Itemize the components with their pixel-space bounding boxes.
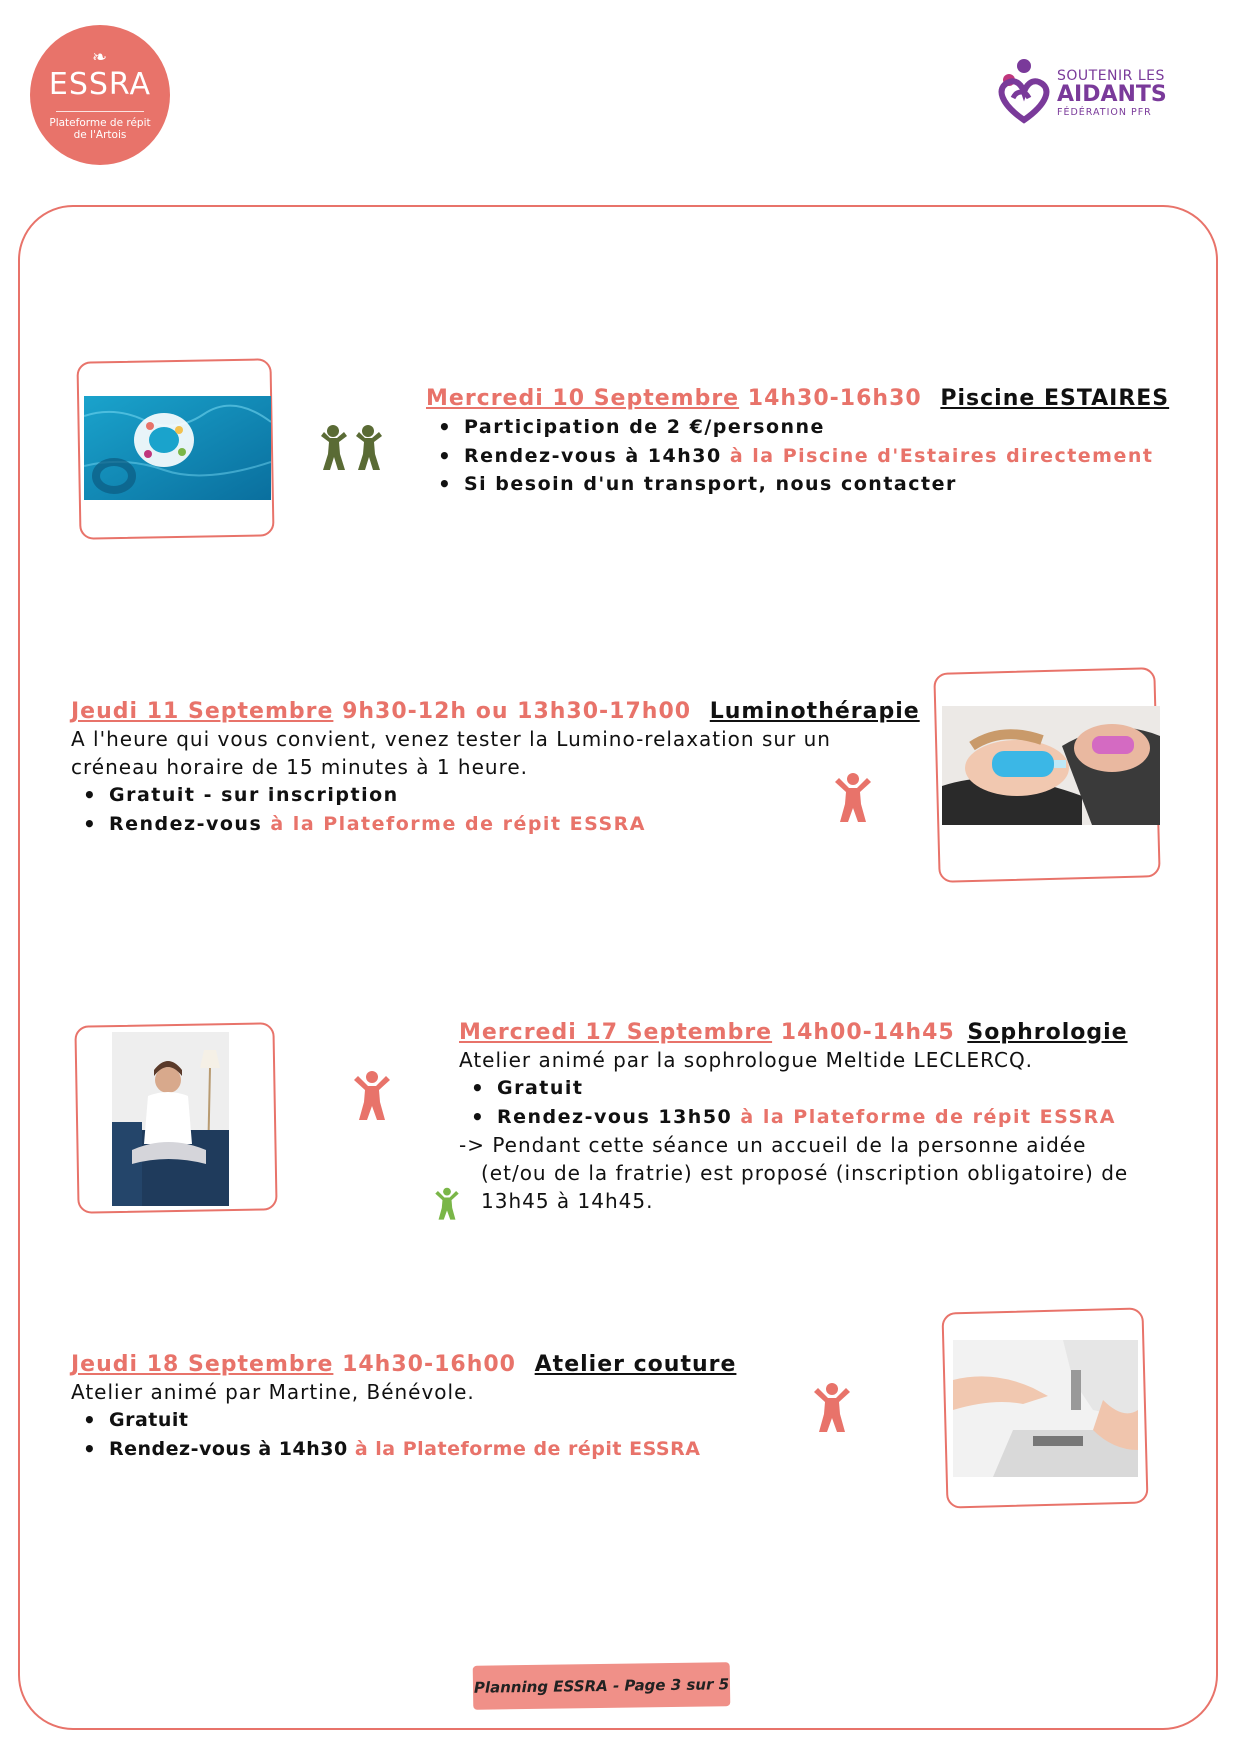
adult-icon: [812, 1382, 852, 1438]
logo-name: ESSRA: [48, 67, 152, 102]
two-children-icon: [318, 424, 386, 476]
list-item: • Gratuit: [71, 1406, 736, 1435]
event-sophro: [459, 1020, 1128, 1215]
list-item: • Rendez-vous 13h50 à la Plateforme de répit ESSRA: [459, 1103, 1128, 1132]
partner-line2: AIDANTS: [1057, 82, 1167, 107]
child-icon: [434, 1186, 460, 1226]
event-time: 14h00-14h45: [780, 1020, 955, 1045]
event-pool: [426, 386, 1169, 499]
sophro-photo: [112, 1032, 229, 1206]
event-note: -> Pendant cette séance un accueil de la personne aidée (et/ou de la fratrie) est proposé (inscription obligatoire) de 13h45 à 14h45.: [459, 1133, 1129, 1213]
page-footer: Planning ESSRA - Page 3 sur 5: [473, 1662, 731, 1710]
event-activity: Luminothérapie: [709, 699, 920, 724]
event-time: 14h30-16h30: [747, 386, 922, 411]
partner-line3: FÉDÉRATION PFR: [1057, 107, 1152, 118]
event-title: [459, 1020, 1128, 1045]
list-item: • Gratuit - sur inscription: [71, 781, 920, 810]
adult-icon: [352, 1070, 392, 1126]
leaf-icon: ❧: [92, 47, 108, 68]
essra-logo: [30, 25, 170, 165]
event-description: A l'heure qui vous convient, venez tester la Lumino-relaxation sur un créneau horaire de 15 minutes à 1 heure.: [71, 727, 831, 779]
heart-family-icon: [995, 58, 1053, 124]
list-item: • Gratuit: [459, 1074, 1128, 1103]
event-activity: Atelier couture: [534, 1352, 737, 1377]
list-item: • Rendez-vous à 14h30 à la Plateforme de répit ESSRA: [71, 1435, 736, 1464]
couture-photo: [953, 1340, 1138, 1477]
partner-line1: SOUTENIR LES: [1057, 68, 1165, 84]
list-item: • Rendez-vous à la Plateforme de répit ESSRA: [71, 810, 920, 839]
event-time: 9h30-12h ou 13h30-17h00: [342, 699, 692, 724]
event-time: 14h30-16h00: [342, 1352, 516, 1377]
logo-subtitle: Plateforme de répit de l'Artois: [49, 117, 151, 141]
pool-photo: [84, 396, 271, 500]
event-activity: Piscine ESTAIRES: [940, 386, 1170, 411]
event-date: Mercredi 10 Septembre: [426, 386, 740, 411]
event-title: [426, 386, 1169, 411]
partner-logo: [995, 58, 1185, 128]
event-couture: [71, 1352, 736, 1463]
event-description: Atelier animé par Martine, Bénévole.: [71, 1380, 475, 1404]
event-date: Mercredi 17 Septembre: [459, 1020, 773, 1045]
event-date: Jeudi 18 Septembre: [71, 1352, 334, 1377]
list-item: • Participation de 2 €/personne: [426, 413, 1169, 442]
event-activity: Sophrologie: [967, 1020, 1128, 1045]
event-title: [71, 1352, 736, 1377]
event-description: Atelier animé par la sophrologue Meltide LECLERCQ.: [459, 1048, 1034, 1072]
list-item: • Rendez-vous à 14h30 à la Piscine d'Estaires directement: [426, 442, 1169, 471]
logo-divider: [56, 111, 144, 112]
event-title: [71, 699, 920, 724]
event-lumino: [71, 699, 920, 838]
list-item: • Si besoin d'un transport, nous contacter: [426, 470, 1169, 499]
lumino-photo: [942, 706, 1160, 825]
adult-icon: [833, 772, 873, 828]
event-date: Jeudi 11 Septembre: [71, 699, 334, 724]
